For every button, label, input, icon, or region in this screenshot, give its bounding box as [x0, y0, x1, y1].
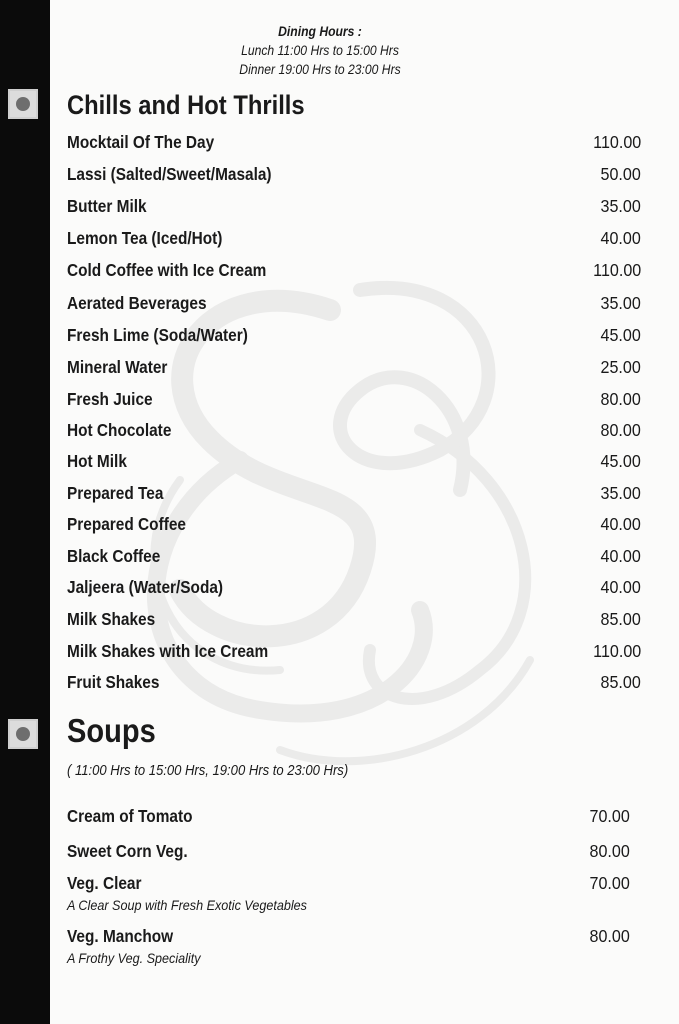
lunch-hours: Lunch 11:00 Hrs to 15:00 Hrs — [241, 43, 399, 58]
menu-item — [67, 389, 641, 413]
menu-item-name: Milk Shakes — [67, 609, 156, 629]
dinner-hours: Dinner 19:00 Hrs to 23:00 Hrs — [239, 62, 401, 77]
menu-item-name: Lemon Tea (Iced/Hot) — [67, 228, 223, 248]
dining-hours — [212, 22, 428, 79]
menu-item-price: 40.00 — [600, 577, 641, 597]
menu-item-price: 70.00 — [589, 806, 630, 826]
menu-item-name: Fruit Shakes — [67, 672, 160, 692]
menu-item-name: Veg. Clear — [67, 873, 142, 893]
menu-item-name: Cream of Tomato — [67, 806, 193, 826]
menu-item-name: Hot Milk — [67, 451, 127, 471]
menu-item-name: Black Coffee — [67, 546, 161, 566]
menu-item-description: A Clear Soup with Fresh Exotic Vegetables — [67, 897, 307, 913]
menu-item — [67, 609, 641, 633]
menu-item — [67, 420, 641, 444]
menu-item-price: 35.00 — [600, 483, 641, 503]
menu-item — [67, 260, 641, 284]
menu-item — [67, 325, 641, 349]
menu-item-price: 80.00 — [589, 926, 630, 946]
menu-item-name: Prepared Coffee — [67, 514, 186, 534]
menu-item — [67, 164, 641, 188]
menu-item — [67, 483, 641, 507]
menu-item — [67, 357, 641, 381]
menu-item-name: Prepared Tea — [67, 483, 164, 503]
soups-section-title: Soups — [67, 712, 156, 749]
soups-hours-note: ( 11:00 Hrs to 15:00 Hrs, 19:00 Hrs to 23:00 Hrs) — [67, 763, 349, 779]
menu-item-price: 50.00 — [600, 164, 641, 184]
menu-item — [67, 577, 641, 601]
menu-item-price: 80.00 — [600, 420, 641, 440]
menu-item-price: 80.00 — [589, 841, 630, 861]
menu-item-price: 45.00 — [600, 325, 641, 345]
menu-item-price: 110.00 — [592, 260, 641, 280]
menu-item-name: Cold Coffee with Ice Cream — [67, 260, 267, 280]
menu-item-name: Milk Shakes with Ice Cream — [67, 641, 269, 661]
menu-item-price: 80.00 — [600, 389, 641, 409]
menu-binding-spine — [0, 0, 50, 1024]
menu-item — [67, 641, 641, 665]
menu-item-price: 70.00 — [589, 873, 630, 893]
menu-item — [67, 451, 641, 475]
menu-item-price: 35.00 — [600, 293, 641, 313]
menu-item-price: 85.00 — [600, 672, 641, 692]
menu-item — [67, 926, 630, 950]
menu-item-name: Mocktail Of The Day — [67, 132, 215, 152]
menu-item-price: 85.00 — [600, 609, 641, 629]
menu-item-price: 35.00 — [600, 196, 641, 216]
menu-item-name: Fresh Juice — [67, 389, 153, 409]
menu-item — [67, 841, 630, 865]
menu-item-price: 110.00 — [592, 641, 641, 661]
menu-item — [67, 546, 641, 570]
menu-item-name: Sweet Corn Veg. — [67, 841, 188, 861]
menu-item-description: A Frothy Veg. Speciality — [67, 950, 201, 966]
menu-item — [67, 873, 630, 897]
circle-bullet-icon — [8, 89, 38, 119]
menu-item — [67, 293, 641, 317]
menu-item-name: Fresh Lime (Soda/Water) — [67, 325, 248, 345]
menu-item-price: 25.00 — [600, 357, 641, 377]
menu-item-name: Aerated Beverages — [67, 293, 207, 313]
menu-item — [67, 672, 641, 696]
menu-item — [67, 228, 641, 252]
menu-item-name: Jaljeera (Water/Soda) — [67, 577, 224, 597]
menu-item-price: 40.00 — [600, 546, 641, 566]
menu-item-name: Mineral Water — [67, 357, 168, 377]
menu-item-price: 40.00 — [600, 228, 641, 248]
menu-item-name: Butter Milk — [67, 196, 147, 216]
menu-item-price: 110.00 — [592, 132, 641, 152]
menu-item — [67, 514, 641, 538]
menu-item-name: Veg. Manchow — [67, 926, 174, 946]
menu-item-price: 45.00 — [600, 451, 641, 471]
menu-item-name: Lassi (Salted/Sweet/Masala) — [67, 164, 272, 184]
menu-item-name: Hot Chocolate — [67, 420, 172, 440]
drinks-section-title: Chills and Hot Thrills — [67, 90, 305, 120]
menu-item-price: 40.00 — [600, 514, 641, 534]
menu-item — [67, 806, 630, 830]
menu-item — [67, 132, 641, 156]
circle-bullet-icon — [8, 719, 38, 749]
menu-item — [67, 196, 641, 220]
dining-hours-title: Dining Hours : — [278, 24, 362, 39]
